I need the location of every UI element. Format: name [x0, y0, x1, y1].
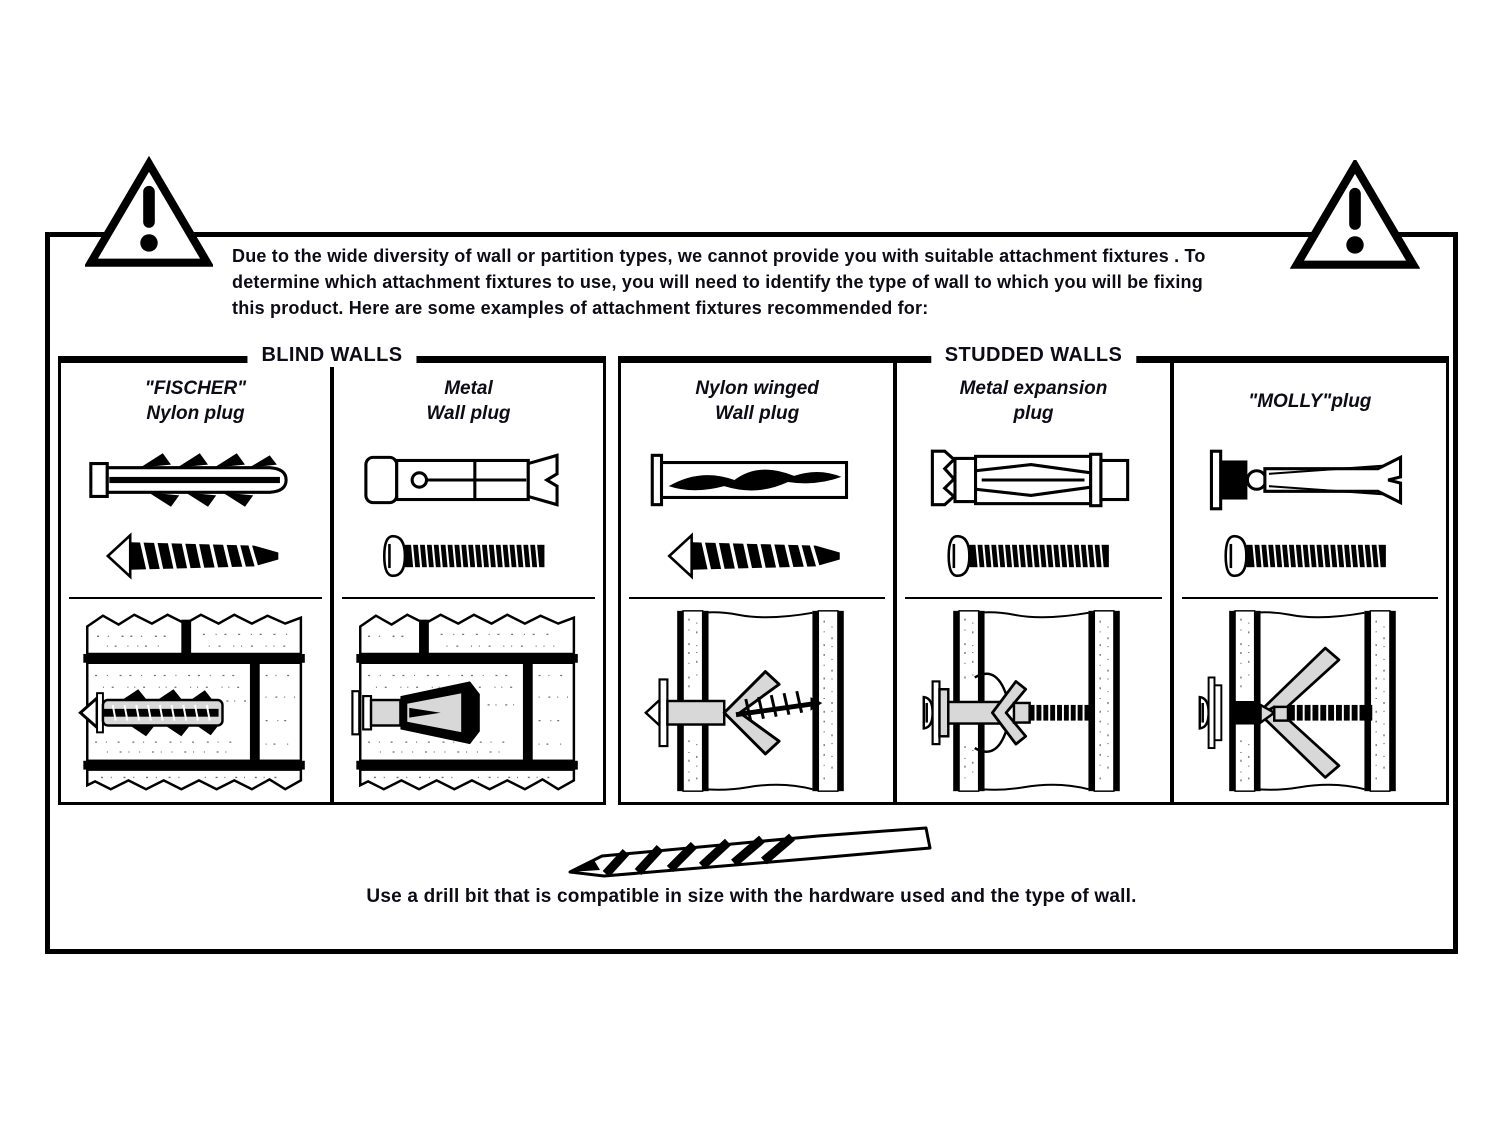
masonry-wall-expansion-cross-section-icon	[334, 599, 603, 802]
intro-paragraph	[232, 243, 1206, 321]
nylon-winged-wall-plug-icon	[621, 439, 893, 521]
twist-drill-bit-icon	[560, 816, 946, 890]
column-label-line2: Nylon plug	[146, 403, 245, 424]
column-molly-plug	[1170, 363, 1446, 802]
column-label-line1: Nylon winged	[695, 378, 819, 399]
countersunk-wood-screw-icon	[621, 521, 893, 591]
column-label	[621, 363, 893, 439]
hollow-wall-molly-anchor-cross-section-icon	[1174, 599, 1446, 802]
column-label	[1174, 363, 1446, 439]
hollow-wall-expansion-anchor-cross-section-icon	[897, 599, 1169, 802]
column-label-line2: Wall plug	[715, 403, 800, 424]
countersunk-wood-screw-icon	[61, 521, 330, 591]
intro-line-3: this product. Here are some examples of attachment fixtures recommended for:	[232, 298, 929, 318]
column-fischer-nylon-plug	[61, 363, 330, 802]
column-label	[897, 363, 1169, 439]
section-studded-walls	[618, 344, 1449, 805]
column-label-line2: Wall plug	[426, 403, 511, 424]
column-label	[61, 363, 330, 439]
column-label-line1: "FISCHER"	[144, 378, 247, 399]
masonry-wall-anchor-cross-section-icon	[61, 599, 330, 802]
fischer-nylon-plug-icon	[61, 439, 330, 521]
column-label-line1: Metal expansion	[959, 378, 1108, 399]
pan-head-machine-screw-icon	[897, 521, 1169, 591]
column-nylon-winged-plug	[621, 363, 893, 802]
column-label-line1: Metal	[444, 378, 493, 399]
intro-line-2: determine which attachment fixtures to use, you will need to identify the type of wall to which you will be fixing	[232, 272, 1203, 292]
hollow-wall-winged-anchor-cross-section-icon	[621, 599, 893, 802]
column-label-line2: plug	[1013, 403, 1054, 424]
pan-head-machine-screw-icon	[1174, 521, 1446, 591]
warning-triangle-icon	[85, 156, 213, 274]
drill-caption: Use a drill bit that is compatible in size with the hardware used and the type of wall.	[366, 886, 1137, 907]
column-metal-wall-plug	[330, 363, 603, 802]
column-label	[334, 363, 603, 439]
metal-sleeve-wall-plug-icon	[334, 439, 603, 521]
pan-head-machine-screw-icon	[334, 521, 603, 591]
section-title-studded-walls: STUDDED WALLS	[931, 344, 1136, 367]
warning-triangle-icon	[1290, 160, 1420, 274]
section-title-blind-walls: BLIND WALLS	[247, 344, 416, 367]
section-blind-walls	[58, 344, 606, 805]
intro-line-1: Due to the wide diversity of wall or partition types, we cannot provide you with suitable attachment fixtures . To	[232, 246, 1206, 266]
column-label-line1: "MOLLY"plug	[1248, 390, 1372, 412]
metal-expansion-plug-icon	[897, 439, 1169, 521]
column-metal-expansion-plug	[893, 363, 1169, 802]
molly-expansion-plug-icon	[1174, 439, 1446, 521]
